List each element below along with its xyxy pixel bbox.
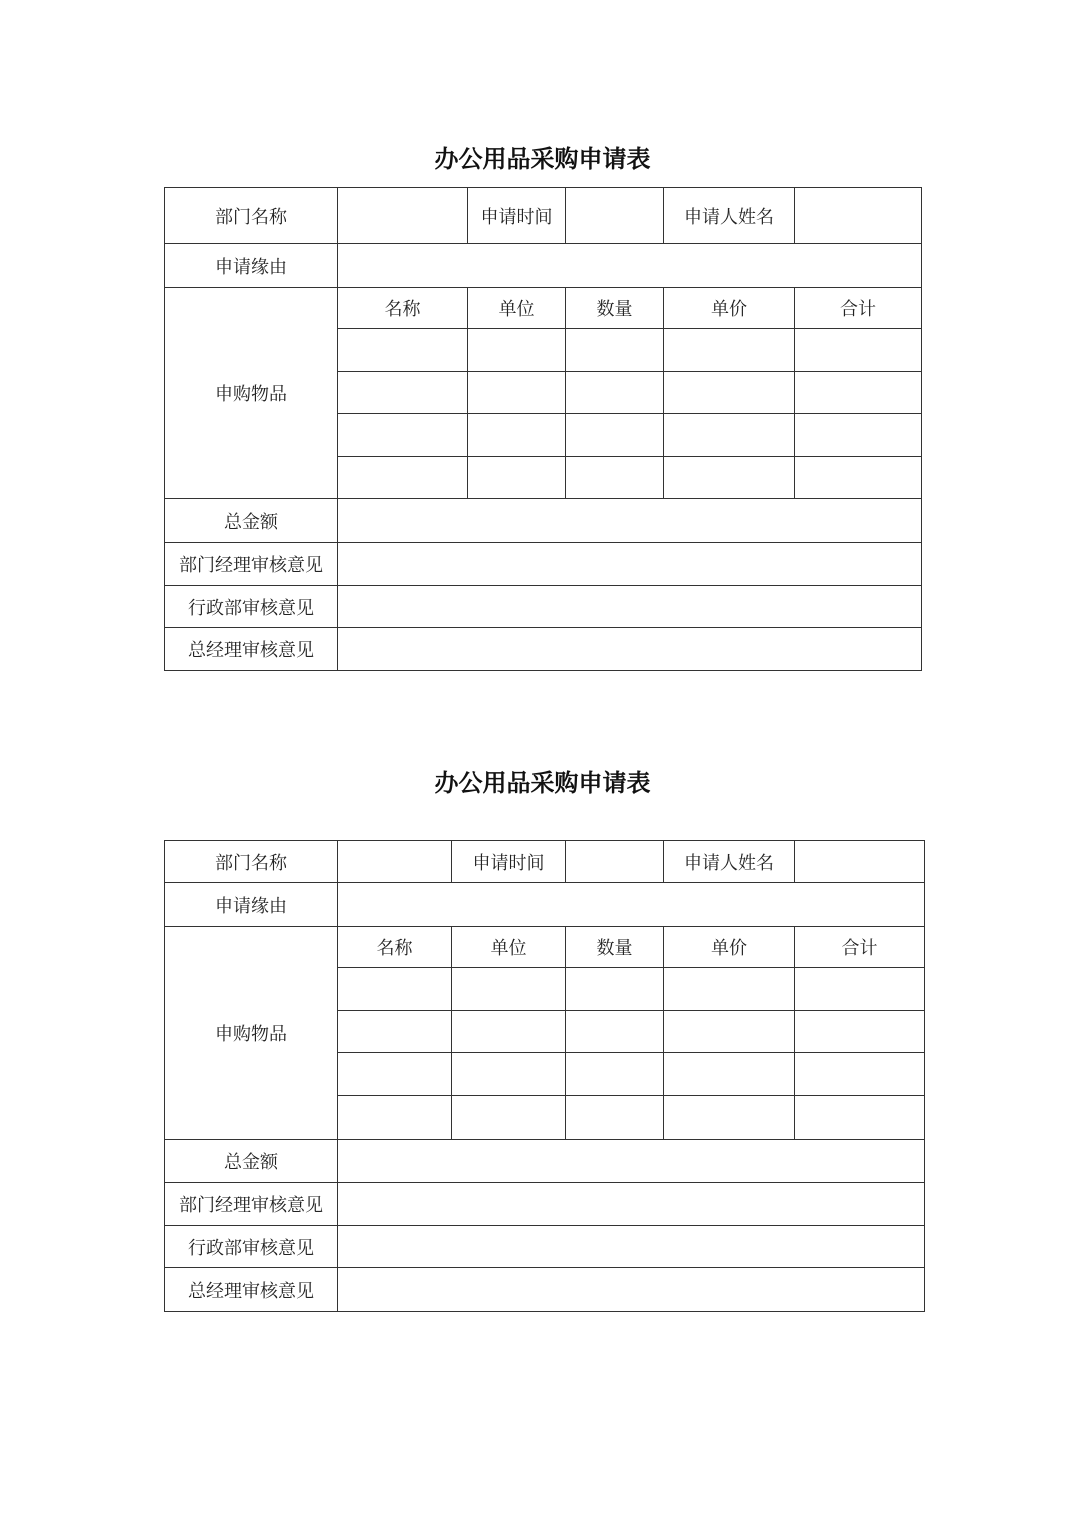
col-quantity-header: 数量 (566, 927, 664, 968)
general-manager-input[interactable] (338, 1268, 925, 1312)
total-label: 总金额 (165, 1140, 338, 1183)
general-manager-input[interactable] (338, 628, 922, 671)
item-quantity-cell[interactable] (566, 1096, 664, 1140)
reason-row (165, 883, 925, 927)
items-label: 申购物品 (165, 288, 338, 499)
admin-dept-row (165, 586, 922, 628)
admin-dept-input[interactable] (338, 586, 922, 628)
item-subtotal-cell[interactable] (795, 1011, 925, 1053)
general-manager-row (165, 628, 922, 671)
admin-dept-row (165, 1226, 925, 1268)
item-price-cell[interactable] (664, 372, 795, 414)
total-row (165, 1140, 925, 1183)
item-unit-cell[interactable] (452, 1053, 566, 1096)
item-subtotal-cell[interactable] (795, 329, 922, 372)
item-name-cell[interactable] (338, 329, 468, 372)
item-quantity-cell[interactable] (566, 414, 664, 457)
item-name-cell[interactable] (338, 457, 468, 499)
items-header-row (165, 288, 922, 329)
dept-manager-label: 部门经理审核意见 (165, 543, 338, 586)
applicant-input[interactable] (795, 188, 922, 244)
item-quantity-cell[interactable] (566, 329, 664, 372)
item-price-cell[interactable] (664, 329, 795, 372)
items-header-row (165, 927, 925, 968)
item-unit-cell[interactable] (452, 1011, 566, 1053)
col-unit-header: 单位 (452, 927, 566, 968)
reason-input[interactable] (338, 883, 925, 927)
dept-manager-row (165, 543, 922, 586)
department-input[interactable] (338, 188, 468, 244)
item-name-cell[interactable] (338, 372, 468, 414)
col-subtotal-header: 合计 (795, 927, 925, 968)
form-1-table (164, 187, 922, 671)
reason-label: 申请缘由 (165, 883, 338, 927)
department-input[interactable] (338, 841, 452, 883)
apply-time-input[interactable] (566, 188, 664, 244)
form-1-title: 办公用品采购申请表 (434, 144, 651, 173)
apply-time-label: 申请时间 (468, 188, 566, 244)
reason-row (165, 244, 922, 288)
department-label: 部门名称 (165, 188, 338, 244)
dept-manager-input[interactable] (338, 543, 922, 586)
item-quantity-cell[interactable] (566, 1053, 664, 1096)
total-input[interactable] (338, 1140, 925, 1183)
item-quantity-cell[interactable] (566, 457, 664, 499)
item-unit-cell[interactable] (468, 457, 566, 499)
dept-manager-label: 部门经理审核意见 (165, 1183, 338, 1226)
department-label: 部门名称 (165, 841, 338, 883)
item-name-cell[interactable] (338, 1011, 452, 1053)
item-price-cell[interactable] (664, 414, 795, 457)
form-2-title: 办公用品采购申请表 (434, 768, 651, 797)
total-input[interactable] (338, 499, 922, 543)
col-name-header: 名称 (338, 927, 452, 968)
item-subtotal-cell[interactable] (795, 1053, 925, 1096)
item-quantity-cell[interactable] (566, 1011, 664, 1053)
item-quantity-cell[interactable] (566, 968, 664, 1011)
general-manager-row (165, 1268, 925, 1312)
form-2-table (164, 840, 925, 1312)
item-subtotal-cell[interactable] (795, 414, 922, 457)
item-name-cell[interactable] (338, 1096, 452, 1140)
item-name-cell[interactable] (338, 968, 452, 1011)
col-unit-header: 单位 (468, 288, 566, 329)
item-unit-cell[interactable] (468, 414, 566, 457)
applicant-label: 申请人姓名 (664, 841, 795, 883)
item-price-cell[interactable] (664, 1011, 795, 1053)
item-name-cell[interactable] (338, 1053, 452, 1096)
dept-manager-row (165, 1183, 925, 1226)
admin-dept-label: 行政部审核意见 (165, 1226, 338, 1268)
item-subtotal-cell[interactable] (795, 1096, 925, 1140)
item-unit-cell[interactable] (468, 372, 566, 414)
col-name-header: 名称 (338, 288, 468, 329)
item-unit-cell[interactable] (468, 329, 566, 372)
applicant-input[interactable] (795, 841, 925, 883)
col-quantity-header: 数量 (566, 288, 664, 329)
item-price-cell[interactable] (664, 457, 795, 499)
header-row (165, 841, 925, 883)
item-price-cell[interactable] (664, 1053, 795, 1096)
col-subtotal-header: 合计 (795, 288, 922, 329)
col-price-header: 单价 (664, 927, 795, 968)
item-price-cell[interactable] (664, 968, 795, 1011)
reason-label: 申请缘由 (165, 244, 338, 288)
admin-dept-label: 行政部审核意见 (165, 586, 338, 628)
item-subtotal-cell[interactable] (795, 372, 922, 414)
items-label: 申购物品 (165, 927, 338, 1140)
admin-dept-input[interactable] (338, 1226, 925, 1268)
apply-time-input[interactable] (566, 841, 664, 883)
item-name-cell[interactable] (338, 414, 468, 457)
general-manager-label: 总经理审核意见 (165, 628, 338, 671)
header-row (165, 188, 922, 244)
item-subtotal-cell[interactable] (795, 968, 925, 1011)
col-price-header: 单价 (664, 288, 795, 329)
item-quantity-cell[interactable] (566, 372, 664, 414)
dept-manager-input[interactable] (338, 1183, 925, 1226)
item-unit-cell[interactable] (452, 968, 566, 1011)
item-unit-cell[interactable] (452, 1096, 566, 1140)
applicant-label: 申请人姓名 (664, 188, 795, 244)
item-price-cell[interactable] (664, 1096, 795, 1140)
total-label: 总金额 (165, 499, 338, 543)
reason-input[interactable] (338, 244, 922, 288)
apply-time-label: 申请时间 (452, 841, 566, 883)
total-row (165, 499, 922, 543)
item-subtotal-cell[interactable] (795, 457, 922, 499)
general-manager-label: 总经理审核意见 (165, 1268, 338, 1312)
